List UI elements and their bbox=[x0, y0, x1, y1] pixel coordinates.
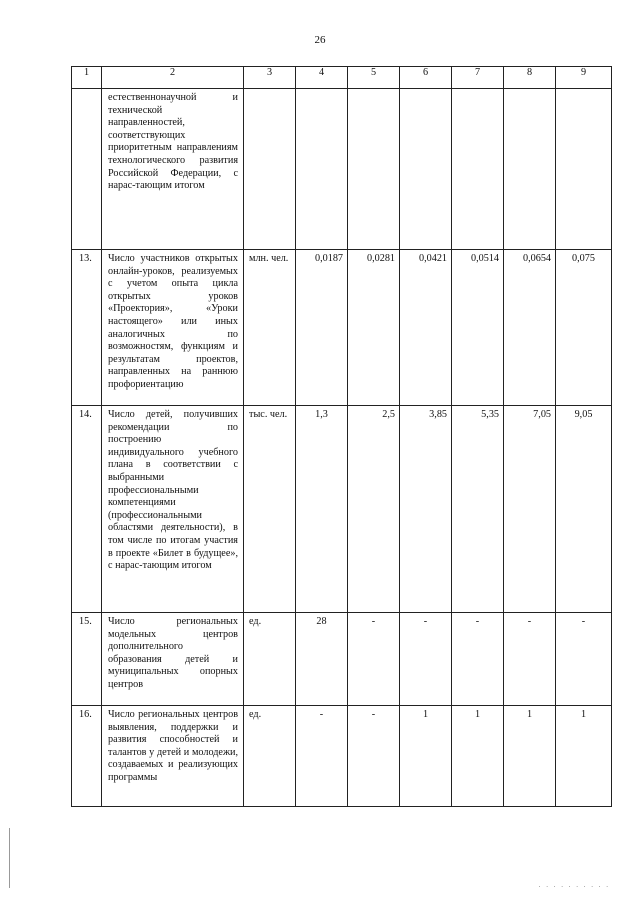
indicators-table bbox=[71, 66, 612, 807]
row-number: 15. bbox=[72, 613, 102, 706]
row-value bbox=[556, 89, 612, 250]
row-value: 0,0421 bbox=[400, 250, 452, 406]
row-value: - bbox=[452, 613, 504, 706]
row-value: - bbox=[348, 706, 400, 807]
header-cell: 3 bbox=[244, 67, 296, 89]
row-value: 28 bbox=[296, 613, 348, 706]
row-value: 9,05 bbox=[556, 406, 612, 613]
row-unit bbox=[244, 89, 296, 250]
table-row bbox=[72, 706, 612, 807]
row-value bbox=[400, 89, 452, 250]
row-description: естественнонаучной и технической направленностей, соответствующих приоритетным направлениям технологического развития Российской Федерации, с нарас-тающим итогом bbox=[102, 89, 244, 250]
row-value: 1 bbox=[504, 706, 556, 807]
row-number: 16. bbox=[72, 706, 102, 807]
row-value: 5,35 bbox=[452, 406, 504, 613]
row-value bbox=[296, 89, 348, 250]
row-value: - bbox=[400, 613, 452, 706]
row-unit: тыс. чел. bbox=[244, 406, 296, 613]
table-header-row bbox=[72, 67, 612, 89]
header-cell: 2 bbox=[102, 67, 244, 89]
row-value: 0,0514 bbox=[452, 250, 504, 406]
row-value: 0,0654 bbox=[504, 250, 556, 406]
row-description: Число детей, получивших рекомендации по построению индивидуального учебного плана в соответствии с выбранными профессиональными компетенциями (профессиональными областями деятельности), в том числе по итогам участия в проекте «Билет в будущее», с нарас-тающим итогом bbox=[102, 406, 244, 613]
header-cell: 8 bbox=[504, 67, 556, 89]
row-value: - bbox=[556, 613, 612, 706]
row-value: 0,0281 bbox=[348, 250, 400, 406]
row-unit: ед. bbox=[244, 706, 296, 807]
row-value bbox=[452, 89, 504, 250]
row-value: 1 bbox=[400, 706, 452, 807]
row-value: 1 bbox=[452, 706, 504, 807]
header-cell: 6 bbox=[400, 67, 452, 89]
page-number: 26 bbox=[314, 34, 326, 46]
header-cell: 7 bbox=[452, 67, 504, 89]
table-row bbox=[72, 89, 612, 250]
header-cell: 1 bbox=[72, 67, 102, 89]
row-value bbox=[348, 89, 400, 250]
row-value bbox=[504, 89, 556, 250]
header-cell: 9 bbox=[556, 67, 612, 89]
row-unit: млн. чел. bbox=[244, 250, 296, 406]
row-value: 7,05 bbox=[504, 406, 556, 613]
footer-mark: . . . . . . . . . . bbox=[538, 881, 610, 889]
row-value: 0,075 bbox=[556, 250, 612, 406]
row-value: 0,0187 bbox=[296, 250, 348, 406]
row-value: - bbox=[296, 706, 348, 807]
row-value: 3,85 bbox=[400, 406, 452, 613]
row-value: - bbox=[348, 613, 400, 706]
row-value: 1 bbox=[556, 706, 612, 807]
row-number: 13. bbox=[72, 250, 102, 406]
row-unit: ед. bbox=[244, 613, 296, 706]
row-description: Число региональных модельных центров дополнительного образования детей и муниципальных опорных центров bbox=[102, 613, 244, 706]
table-row bbox=[72, 406, 612, 613]
scan-margin-line bbox=[9, 828, 10, 888]
row-description: Число региональных центров выявления, поддержки и развития способностей и талантов у детей и молодежи, создаваемых и реализующих программы bbox=[102, 706, 244, 807]
table-row bbox=[72, 613, 612, 706]
row-value: - bbox=[504, 613, 556, 706]
row-number bbox=[72, 89, 102, 250]
row-description: Число участников открытых онлайн-уроков, реализуемых с учетом опыта цикла открытых уроков «Проектория», «Уроки настоящего» или иных аналогичных по возможностям, функциям и результатам проектов, направленных на раннюю профориентацию bbox=[102, 250, 244, 406]
header-cell: 5 bbox=[348, 67, 400, 89]
row-value: 2,5 bbox=[348, 406, 400, 613]
row-value: 1,3 bbox=[296, 406, 348, 613]
row-number: 14. bbox=[72, 406, 102, 613]
header-cell: 4 bbox=[296, 67, 348, 89]
table-row bbox=[72, 250, 612, 406]
